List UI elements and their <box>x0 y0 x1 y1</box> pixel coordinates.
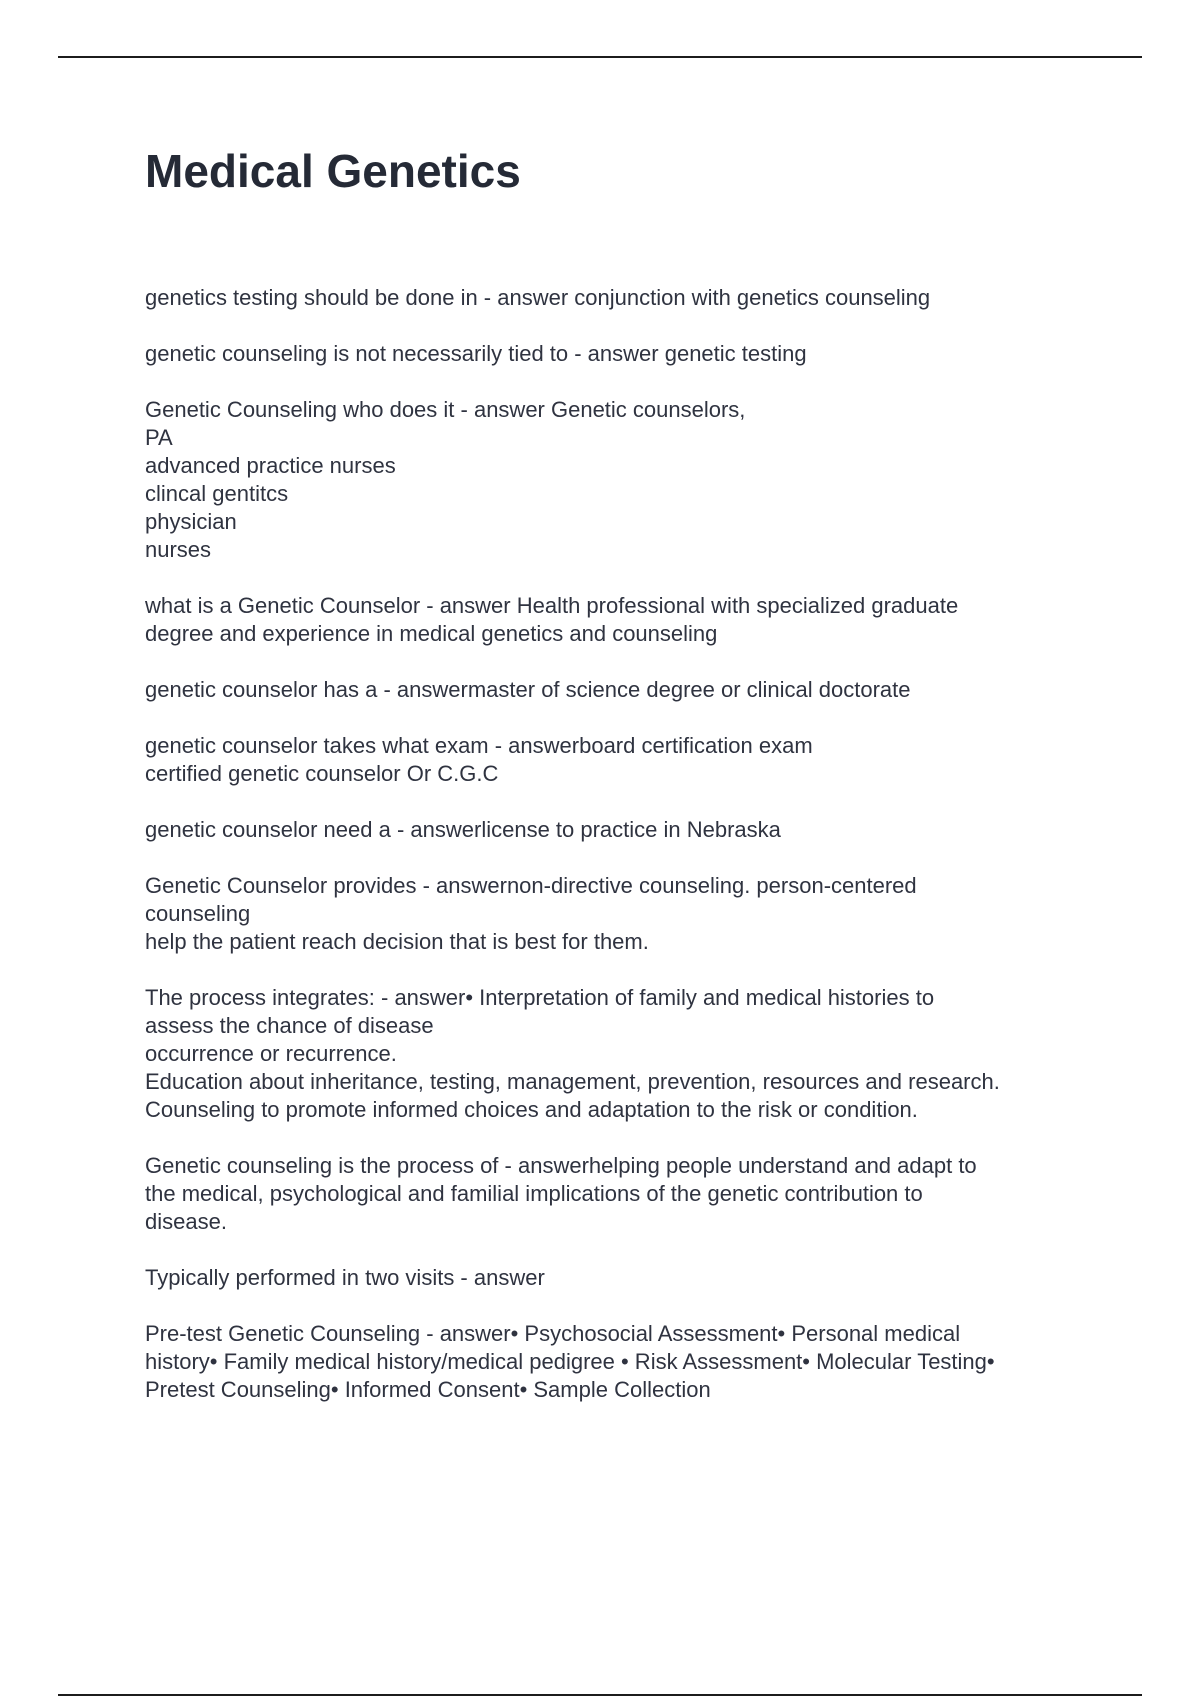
qa-line: genetics testing should be done in - answer conjunction with genetics counseling <box>145 285 931 310</box>
qa-line: clincal gentitcs <box>145 481 289 506</box>
qa-line: disease. <box>145 1209 227 1234</box>
qa-line: Pretest Counseling• Informed Consent• Sample Collection <box>145 1377 711 1402</box>
qa-line: genetic counseling is not necessarily tied to - answer genetic testing <box>145 341 807 366</box>
qa-line: physician <box>145 509 237 534</box>
qa-line: certified genetic counselor Or C.G.C <box>145 761 499 786</box>
qa-entry <box>145 872 1095 956</box>
qa-line: PA <box>145 425 173 450</box>
qa-line: genetic counselor need a - answerlicense to practice in Nebraska <box>145 817 781 842</box>
qa-entry <box>145 676 1095 704</box>
qa-line: Pre-test Genetic Counseling - answer• Psychosocial Assessment• Personal medical <box>145 1321 961 1346</box>
qa-line: Genetic Counseling who does it - answer Genetic counselors, <box>145 397 746 422</box>
qa-entry <box>145 1264 1095 1292</box>
qa-line: assess the chance of disease <box>145 1013 434 1038</box>
qa-line: help the patient reach decision that is best for them. <box>145 929 649 954</box>
qa-line: Genetic counseling is the process of - answerhelping people understand and adapt to <box>145 1153 977 1178</box>
qa-line: Counseling to promote informed choices and adaptation to the risk or condition. <box>145 1097 918 1122</box>
qa-entry <box>145 1152 1095 1236</box>
qa-line: Genetic Counselor provides - answernon-directive counseling. person-centered <box>145 873 917 898</box>
qa-line: nurses <box>145 537 212 562</box>
qa-line: advanced practice nurses <box>145 453 396 478</box>
qa-line: what is a Genetic Counselor - answer Health professional with specialized graduate <box>145 593 959 618</box>
qa-line: history• Family medical history/medical pedigree • Risk Assessment• Molecular Testing• <box>145 1349 995 1374</box>
qa-line: genetic counselor takes what exam - answerboard certification exam <box>145 733 813 758</box>
qa-entry <box>145 340 1095 368</box>
qa-line: the medical, psychological and familial implications of the genetic contribution to <box>145 1181 923 1206</box>
qa-line: degree and experience in medical genetics and counseling <box>145 621 718 646</box>
qa-entry <box>145 816 1095 844</box>
qa-entry <box>145 592 1095 648</box>
page-title: Medical Genetics <box>145 145 521 197</box>
qa-line: Typically performed in two visits - answer <box>145 1265 545 1290</box>
top-divider <box>58 56 1142 58</box>
qa-entry <box>145 1320 1095 1404</box>
qa-line: occurrence or recurrence. <box>145 1041 397 1066</box>
qa-entry <box>145 284 1095 312</box>
qa-line: counseling <box>145 901 251 926</box>
qa-entry <box>145 732 1095 788</box>
qa-entry <box>145 396 1095 564</box>
qa-line: Education about inheritance, testing, management, prevention, resources and research. <box>145 1069 1000 1094</box>
qa-line: genetic counselor has a - answermaster of science degree or clinical doctorate <box>145 677 911 702</box>
qa-entry <box>145 984 1095 1124</box>
qa-list <box>145 284 1095 1432</box>
bottom-divider <box>58 1694 1142 1696</box>
qa-line: The process integrates: - answer• Interpretation of family and medical histories to <box>145 985 935 1010</box>
